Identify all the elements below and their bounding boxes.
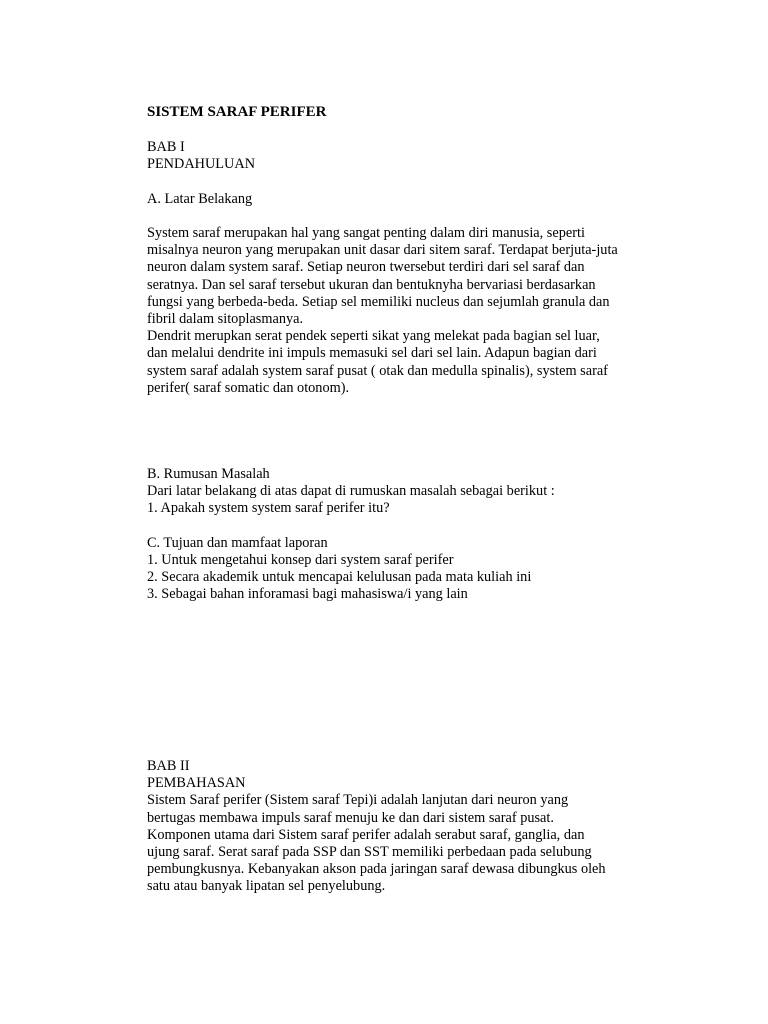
spacer — [147, 208, 667, 225]
paragraph-line: misalnya neuron yang merupakan unit dasar dari sitem saraf. Terdapat berjuta-juta — [147, 242, 618, 259]
section-a-paragraph — [147, 225, 667, 397]
paragraph-line: system saraf adalah system saraf pusat ( otak dan medulla spinalis), system saraf — [147, 362, 608, 379]
document-content — [147, 104, 667, 896]
spacer — [147, 173, 667, 190]
spacer — [147, 707, 667, 724]
paragraph-line: perifer( saraf somatic dan otonom). — [147, 379, 350, 396]
list-item: 2. Secara akademik untuk mencapai kelulusan pada mata kuliah ini — [147, 568, 532, 585]
list-item: 3. Sebagai bahan inforamasi bagi mahasiswa/i yang lain — [147, 586, 468, 603]
spacer — [147, 621, 667, 638]
paragraph-line: neuron dalam system saraf. Setiap neuron twersebut terdiri dari sel saraf dan — [147, 259, 585, 276]
spacer — [147, 689, 667, 706]
chapter-2-subheading: PEMBAHASAN — [147, 775, 246, 792]
spacer — [147, 724, 667, 741]
spacer — [147, 655, 667, 672]
spacer — [147, 397, 667, 414]
paragraph-line: bertugas membawa impuls saraf menuju ke dan dari sistem saraf pusat. — [147, 809, 554, 826]
chapter-1-subheading: PENDAHULUAN — [147, 156, 256, 173]
spacer — [147, 414, 667, 431]
paragraph-line: dan melalui dendrite ini impuls memasuki sel dari sel lain. Adapun bagian dari — [147, 345, 597, 362]
document-title: SISTEM SARAF PERIFER — [147, 104, 327, 120]
paragraph-line: Komponen utama dari Sistem saraf perifer adalah serabut saraf, ganglia, dan — [147, 826, 585, 843]
paragraph-line: Sistem Saraf perifer (Sistem saraf Tepi)i adalah lanjutan dari neuron yang — [147, 792, 569, 809]
paragraph-line: System saraf merupakan hal yang sangat penting dalam diri manusia, seperti — [147, 224, 585, 241]
spacer — [147, 517, 667, 534]
list-item: 1. Apakah system system saraf perifer itu? — [147, 500, 390, 517]
paragraph-line: seratnya. Dan sel saraf tersebut ukuran dan bentuknyha bervariasi berdasarkan — [147, 276, 596, 293]
paragraph-line: ujung saraf. Serat saraf pada SSP dan SST memiliki perbedaan pada selubung — [147, 844, 592, 861]
chapter-1-heading: BAB I — [147, 139, 185, 155]
paragraph-line: fungsi yang berbeda-beda. Setiap sel memiliki nucleus dan sejumlah granula dan — [147, 293, 610, 310]
spacer — [147, 638, 667, 655]
section-a-heading: A. Latar Belakang — [147, 190, 253, 207]
spacer — [147, 672, 667, 689]
section-c-heading: C. Tujuan dan mamfaat laporan — [147, 534, 328, 551]
paragraph-line: fibril dalam sitoplasmanya. — [147, 311, 304, 327]
paragraph-line: Dari latar belakang di atas dapat di rumuskan masalah sebagai berikut : — [147, 482, 555, 499]
spacer — [147, 603, 667, 620]
chapter-2-paragraph — [147, 792, 667, 895]
spacer — [147, 741, 667, 758]
paragraph-line: Dendrit merupkan serat pendek seperti sikat yang melekat pada bagian sel luar, — [147, 328, 600, 345]
list-item: 1. Untuk mengetahui konsep dari system saraf perifer — [147, 551, 454, 568]
paragraph-line: satu atau banyak lipatan sel penyelubung. — [147, 878, 386, 895]
chapter-2-heading: BAB II — [147, 758, 190, 775]
spacer — [147, 431, 667, 448]
section-b-heading: B. Rumusan Masalah — [147, 465, 270, 482]
paragraph-line: pembungkusnya. Kebanyakan akson pada jaringan saraf dewasa dibungkus oleh — [147, 861, 606, 878]
spacer — [147, 449, 667, 466]
